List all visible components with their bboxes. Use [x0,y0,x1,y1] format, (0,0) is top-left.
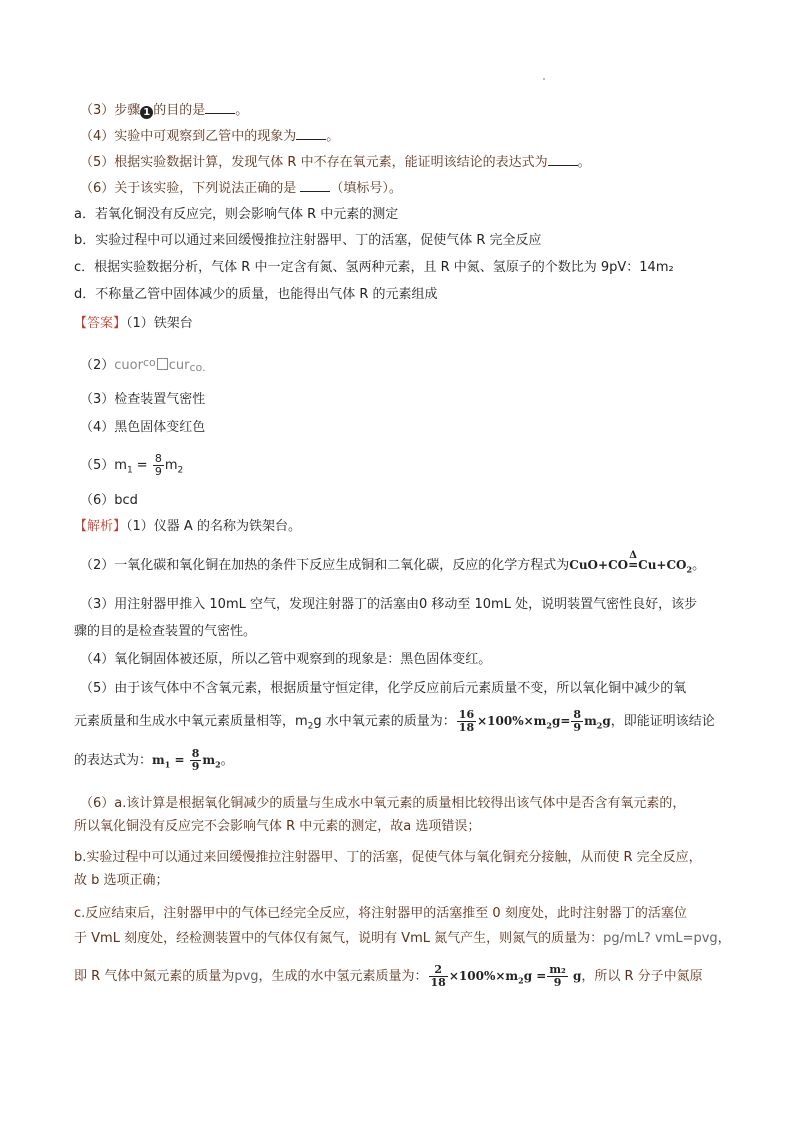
text: g [568,969,582,983]
fraction [153,453,164,478]
option-a: a．若氧化铜没有反应完，则会影响气体 R 中元素的测定 [74,207,399,222]
fraction [429,964,448,989]
text: 于 VmL 刻度处，经检测装置中的气体仅有氮气，说明有 VmL 氮气产生，则氮气的质量为： [74,931,604,946]
option-d: d．不称量乙管中固体减少的质量，也能得出气体 R 的元素组成 [74,287,438,302]
answer-3: （3）检查装置气密性 [80,392,206,407]
fraction [457,709,476,734]
question-4 [80,127,339,145]
analysis-3a: （3）用注射器甲推入 10mL 空气，发现注射器丁的活塞由0 移动至 10mL 处，说明装置气密性良好，该步 [80,597,698,612]
answer-6: （6）bcd [80,493,138,508]
answer-5-label: （5）m [80,458,127,473]
denominator: 9 [553,976,562,989]
q3-end: 。 [235,103,249,118]
oxygen-mass-formula [456,708,611,734]
garbled-formula: pvg [234,969,259,984]
analysis-5b [74,709,715,735]
question-6 [80,179,402,197]
subscript: 1 [126,465,133,476]
text: ，生成的水中氢元素质量为： [258,969,428,984]
eq-left: CuO+CO [569,558,629,572]
garbled-formula-2: co [142,356,156,369]
subscript: 2 [596,720,603,731]
m: m [164,458,178,473]
numerator: 8 [191,747,200,760]
end-mark: 。 [692,558,706,573]
analysis-6b-2: 故 b 选项正确； [74,873,169,888]
q6-text: （6）关于该实验，下列说法正确的是 [80,181,301,196]
question-3 [80,101,248,119]
answer-blank [300,179,330,192]
q3-text: （3）步骤 [80,103,141,118]
step-number-badge: 1 [140,106,153,119]
subscript: 2 [307,721,314,732]
subscript: 2 [518,975,524,986]
text: ， [717,931,731,946]
text: g 水中氧元素的质量为： [313,714,456,729]
text: m [202,753,216,767]
denominator: 9 [573,721,582,734]
subscript: 2 [215,759,221,770]
subscript: 1 [164,759,171,770]
analysis-2 [80,550,706,577]
text: ×100%×m [448,969,519,983]
numerator: 8 [573,708,582,721]
q5-end: 。 [577,155,591,170]
answer-blank [205,101,235,114]
garbled-formula: pg/mL? vmL=pvg [603,931,718,946]
fraction [190,748,202,773]
page-speck [543,78,545,80]
equals: = [132,458,152,473]
eq-right: Cu+CO [638,558,687,572]
text: 的表达式为： [74,753,153,768]
answer-4: （4）黑色固体变红色 [80,420,206,435]
text: 。 [220,753,234,768]
numerator: 8 [154,452,162,465]
fraction [571,709,583,734]
text: 即 R 气体中氮元素的质量为 [74,969,235,984]
analysis-6c-2 [74,931,731,947]
answer-blank [296,127,326,140]
garbled-formula-4: co. [189,361,206,374]
option-c: c．根据实验数据分析，气体 R 中一定含有氮、氢两种元素，且 R 中氮、氢原子的个数比为 9pV：14m₂ [74,260,674,275]
q4-end: 。 [326,129,340,144]
analysis-5c [74,748,234,773]
analysis-6b-1: b.实验过程中可以通过来回缓慢推拉注射器甲、丁的活塞，促使气体与氧化铜充分接触，从而使 R 完全反应， [74,850,702,865]
answer-tag: 【答案】 [74,316,127,331]
answer-5 [80,453,183,479]
chemical-equation [569,550,693,575]
answer-2-label: （2） [80,358,115,373]
analysis-6a-1: （6）a.该计算是根据氧化铜减少的质量与生成水中氧元素的质量相比较得出该气体中是否含有氧元素的， [80,796,686,811]
answer-1: （1）铁架台 [126,316,193,331]
delta-sign: Δ [629,550,637,561]
answer-blank [548,153,578,166]
text: ×100%×m [477,714,547,728]
denominator: 9 [191,760,200,773]
heat-arrow: Δ = [628,550,639,572]
numerator: 2 [429,964,448,977]
missing-glyph-box [157,358,168,370]
text: ，即能证明该结论 [610,714,715,729]
numerator: m₂ [549,963,566,976]
text: m [152,753,165,767]
text: = [170,753,189,767]
denominator: 9 [154,465,162,478]
conclusion-formula [152,747,221,773]
analysis-6a-2: 所以氧化铜没有反应完不会影响气体 R 中元素的测定，故a 选项错误； [74,819,481,834]
analysis-4: （4）氧化铜固体被还原，所以乙管中观察到的现象是：黑色固体变红。 [80,652,492,667]
question-5 [80,153,591,171]
text: g [602,714,611,728]
q3-text-b: 的目的是 [153,103,206,118]
q6-end: （填标号）。 [330,181,402,196]
analysis-2-text: （2）一氧化碳和氧化铜在加热的条件下反应生成铜和二氧化碳，反应的化学方程式为 [80,558,570,573]
hydrogen-mass-formula [428,963,582,989]
analysis-6c-3 [74,964,703,989]
option-b: b．实验过程中可以通过来回缓慢推拉注射器甲、丁的活塞，促使气体 R 完全反应 [74,233,542,248]
denominator: 18 [430,976,446,989]
fraction [547,964,567,989]
analysis-1: （1）仪器 A 的名称为铁架台。 [126,519,301,534]
text: g = [523,969,547,983]
analysis-line-1 [74,519,301,535]
garbled-formula-3: cur [168,358,190,373]
subscript: 2 [546,720,552,731]
answer-line-2 [80,355,206,376]
text: g= [551,714,571,728]
analysis-3b: 骤的目的是检查装置的气密性。 [74,624,257,639]
subscript: 2 [686,564,693,575]
text: m [584,714,597,728]
text: 元素质量和生成水中氧元素质量相等，m [74,714,308,729]
denominator: 18 [458,721,475,734]
q5-text: （5）根据实验数据计算，发现气体 R 中不存在氧元素，能证明该结论的表达式为 [80,155,548,170]
text: ，所以 R 分子中氮原 [581,969,703,984]
answer-line-1 [74,316,193,332]
analysis-5a: （5）由于该气体中不含氧元素，根据质量守恒定律，化学反应前后元素质量不变，所以氧化铜中减少的氧 [80,681,687,696]
subscript: 2 [177,465,184,476]
analysis-tag: 【解析】 [74,519,127,534]
numerator: 16 [458,708,475,721]
garbled-formula-1: cuor [114,358,143,373]
analysis-6c-1: c.反应结束后，注射器甲中的气体已经完全反应，将注射器甲的活塞推至 0 刻度处，此时注射器丁的活塞位 [74,906,687,921]
q4-text: （4）实验中可观察到乙管中的现象为 [80,129,297,144]
